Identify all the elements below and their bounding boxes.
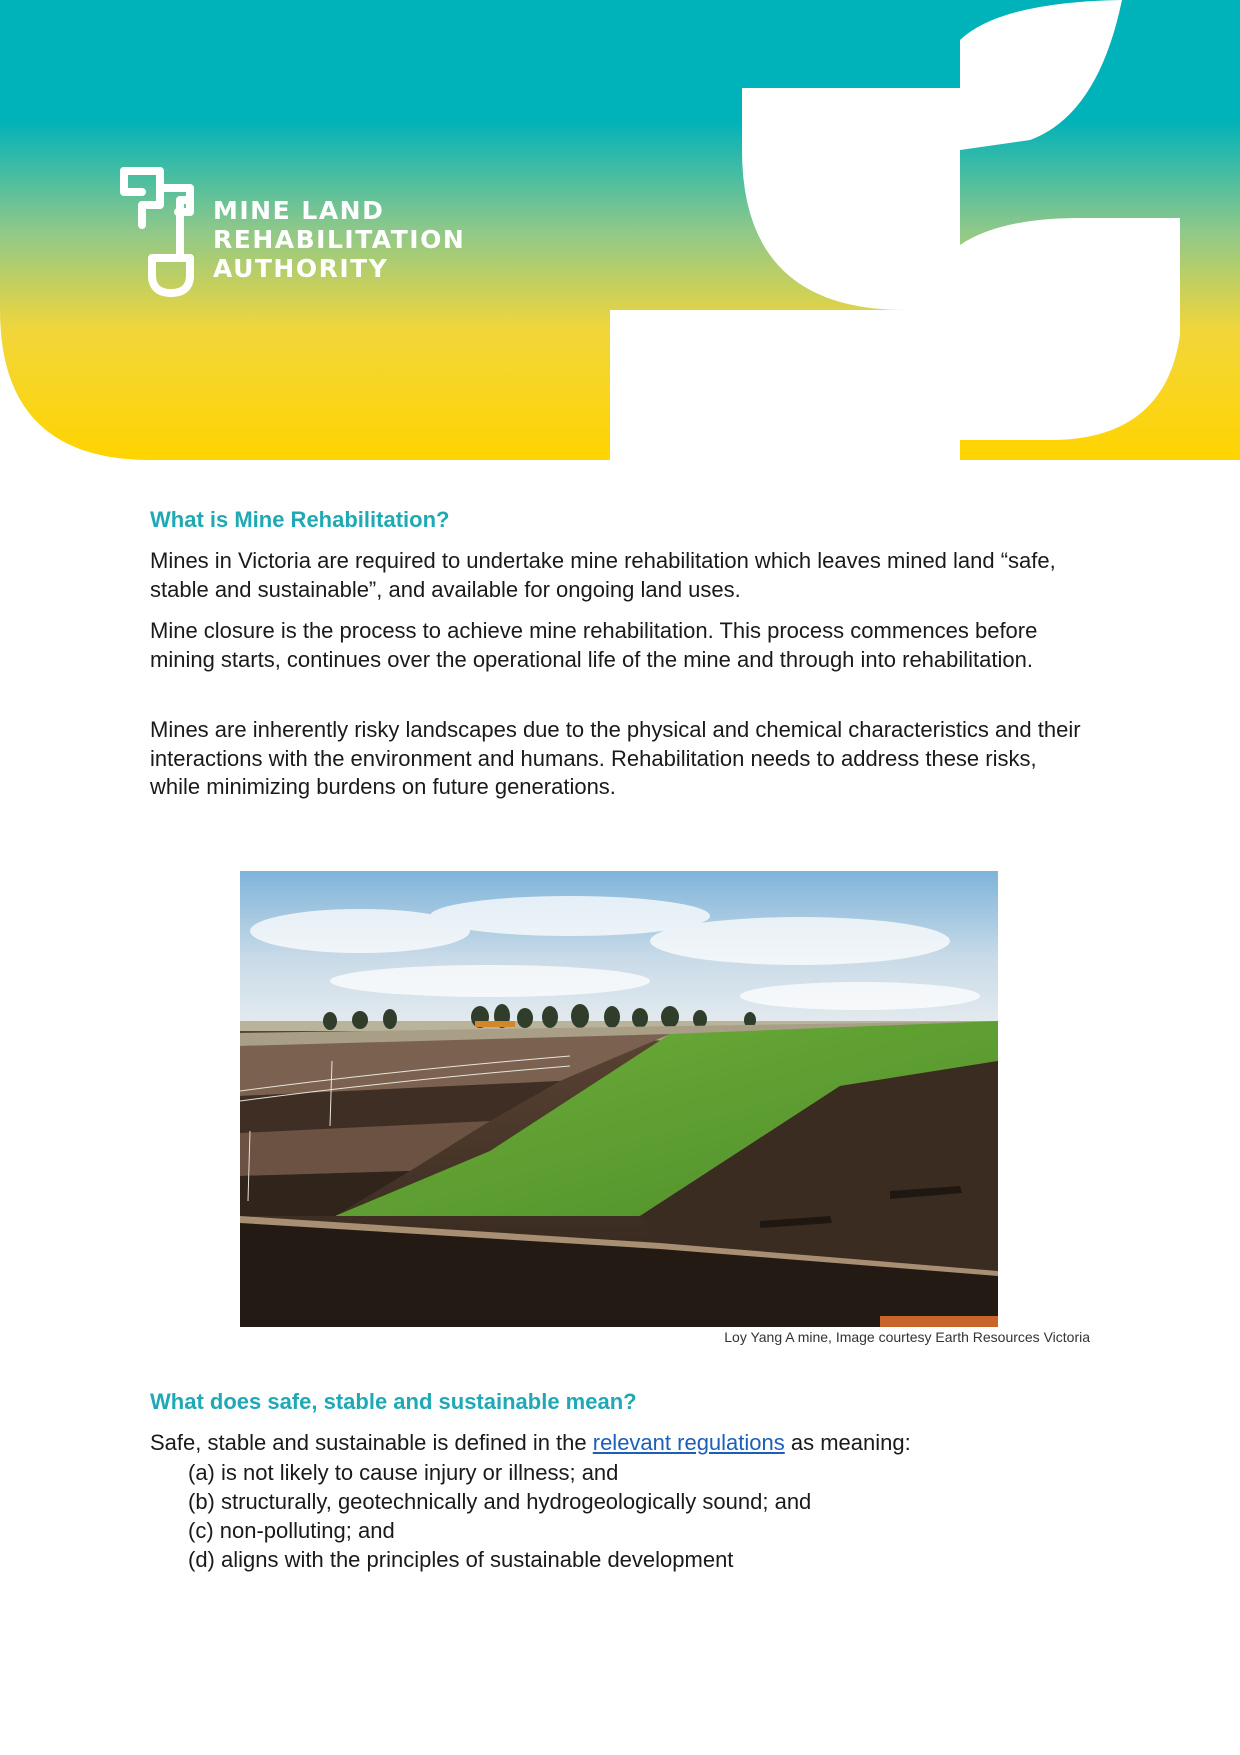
definition-intro <box>150 1429 1090 1458</box>
logo-wordmark <box>213 196 465 283</box>
logo-line-2: REHABILITATION <box>213 225 466 254</box>
list-item: (d) aligns with the principles of sustainable development <box>188 1547 734 1572</box>
list-item: (b) structurally, geotechnically and hydrogeologically sound; and <box>188 1489 812 1514</box>
header-graphic <box>0 0 1240 460</box>
intro-text-after: as meaning: <box>784 1430 911 1455</box>
logo-line-3: AUTHORITY <box>213 254 389 283</box>
intro-text-before: Safe, stable and sustainable is defined in the <box>150 1430 593 1455</box>
definition-list <box>188 1458 811 1574</box>
paragraph-3: Mines are inherently risky landscapes due to the physical and chemical characteristics and their interactions with the environment and humans. Rehabilitation needs to address these risks, while minimizing burdens on future generations. <box>150 717 1081 799</box>
list-item: (c) non-polluting; and <box>188 1518 395 1543</box>
mine-landscape-image <box>240 871 998 1327</box>
section-title-rehabilitation: What is Mine Rehabilitation? <box>150 507 450 532</box>
logo-line-1: MINE LAND <box>213 196 385 225</box>
paragraph-2: Mine closure is the process to achieve mine rehabilitation. This process commences before mining starts, continues over the operational life of the mine and through into rehabilitation. <box>150 618 1038 672</box>
section-title-definition: What does safe, stable and sustainable mean? <box>150 1389 637 1414</box>
leaf-shape-4 <box>610 310 960 460</box>
list-item: (a) is not likely to cause injury or illness; and <box>188 1460 619 1485</box>
paragraph-1: Mines in Victoria are required to undertake mine rehabilitation which leaves mined land “safe, stable and sustainable”, and available for ongoing land uses. <box>150 548 1056 602</box>
relevant-regulations-link[interactable]: relevant regulations <box>592 1430 785 1455</box>
photo-caption: Loy Yang A mine, Image courtesy Earth Resources Victoria <box>724 1329 1090 1345</box>
mine-photo <box>240 871 998 1327</box>
header-banner <box>0 0 1240 460</box>
leaf-shape-3 <box>960 218 1180 440</box>
